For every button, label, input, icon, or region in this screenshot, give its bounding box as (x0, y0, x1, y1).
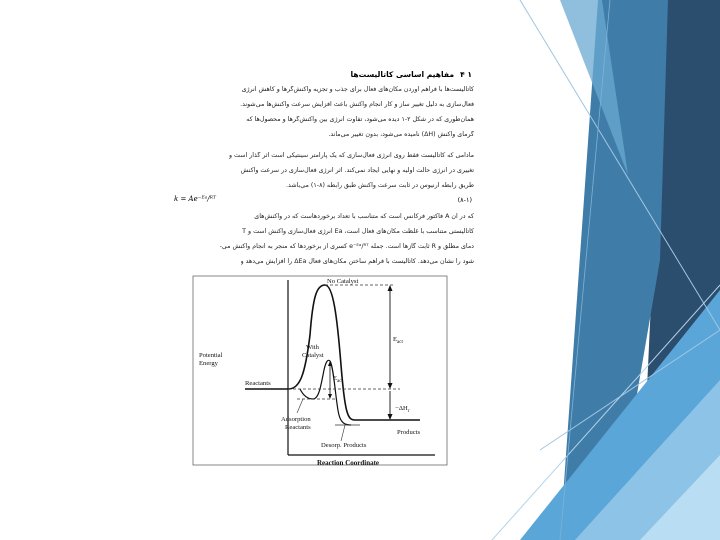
catalyst-e-act-subscript: act (337, 379, 343, 384)
delta-h-arrowhead (388, 414, 393, 420)
paragraph-line: همان‌طوری که در شکل ۲-۱ دیده می‌شود، تفاوت انرژی بین واکنش‌گرها و محصول‌ها که (246, 116, 474, 123)
no-catalyst-curve (245, 285, 420, 420)
paragraph-line: طریق رابطه آرنیوس در ثابت سرعت واکنش طبق رابطه (۸-۱) می‌باشد. (286, 182, 474, 189)
e-act-arrowhead-bottom (388, 383, 393, 389)
paragraph-line: که در آن A فاکتور فرکانس است که متناسب با تعداد برخوردهاست که در واکنش‌های (254, 213, 474, 220)
products-label: Products (397, 429, 421, 436)
reaction-coordinate-label: Reaction Coordinate (317, 459, 380, 467)
potential-energy-label-1: Potential (199, 352, 223, 359)
desorp-leader (341, 425, 345, 441)
section-title: مفاهیم اساسی کاتالیست‌ها (350, 70, 455, 79)
catalyst-e-act-arrowhead-bottom (328, 394, 332, 399)
paragraph-line: دمای مطلق و R ثابت گازها است. جمله e⁻ᴱᵃ/ᴿᵀ کسری از برخوردها که منجر به انجام واکنش می‌- (219, 243, 474, 250)
reactants-label: Reactants (245, 380, 271, 387)
delta-h-subscript: r (407, 409, 410, 414)
paragraph-line: فعال‌سازی به دلیل تغییر ساز و کار انجام واکنش باعث افزایش سرعت واکنش‌ها می‌شوند. (240, 101, 474, 108)
potential-energy-label-2: Energy (199, 360, 218, 367)
delta-h-symbol: −ΔH (395, 405, 408, 412)
paragraph-line: مادامی که کاتالیست فقط روی انرژی فعال‌سازی که یک پارامتر سینتیکی است اثر گذار است و (228, 152, 474, 159)
diagram-frame (193, 276, 447, 465)
no-catalyst-label: No Catalyst (327, 278, 359, 285)
adsorption-leader (297, 399, 303, 413)
equation-number: (۸-۱) (457, 196, 472, 204)
energy-diagram (185, 275, 455, 470)
with-catalyst-label-1: With (306, 344, 319, 351)
desorp-products-label: Desorp. Products (321, 442, 367, 449)
paragraph-line: کاتالیستی متناسب با غلظت مکان‌های فعال است، Ea انرژی فعال‌سازی واکنش است و T (242, 228, 474, 235)
e-act-arrowhead-top (388, 285, 393, 291)
adsorption-label-1: Adsorption (281, 416, 311, 423)
scanned-document-page (168, 58, 484, 472)
paragraph-line: شود را نشان می‌دهد. کاتالیست با فراهم ساختن مکان‌های فعال ΔEa را افزایش می‌دهد و (240, 258, 474, 265)
section-heading (345, 70, 472, 79)
section-number: ۱ ۴ (460, 70, 472, 79)
catalyst-e-act-symbol: E (333, 375, 338, 382)
with-catalyst-label-2: Catalyst (302, 352, 324, 359)
delta-h-label (395, 405, 410, 414)
paragraph-line: کاتالیست‌ها با فراهم آوردن مکان‌های فعال برای جذب و تجزیه واکنش‌گرها و کاهش انرژی (241, 86, 474, 93)
paragraph-line: گرمای واکنش (ΔH) نامیده می‌شود، بدون تغییر می‌ماند. (328, 131, 474, 138)
paragraph-line: تغییری در انرژی حالت اولیه و نهایی ایجاد نمی‌کند. اثر انرژی فعال‌سازی در سرعت واکنش (240, 167, 474, 174)
e-act-label (393, 336, 403, 345)
adsorption-label-2: Reactants (285, 424, 311, 431)
arrhenius-formula: k = Ae⁻ᴱᵃ/ᴿᵀ (174, 195, 216, 203)
e-act-symbol: E (393, 336, 398, 343)
e-act-subscript: act (397, 340, 403, 345)
